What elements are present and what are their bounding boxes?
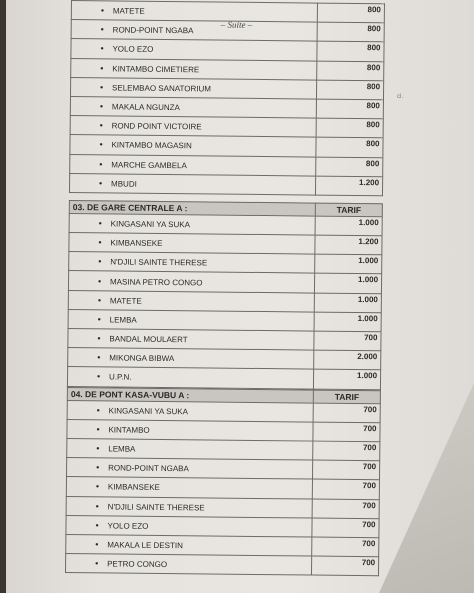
price-cell: 700 <box>312 479 379 499</box>
destination-cell <box>71 20 317 42</box>
price-cell: 1.000 <box>314 369 381 389</box>
bullet-icon: • <box>95 539 99 550</box>
destination-name: MBUDI <box>111 179 137 189</box>
destination-cell <box>70 77 316 99</box>
destination-name: PETRO CONGO <box>107 559 168 570</box>
price-cell: 700 <box>313 403 380 423</box>
bullet-icon: • <box>97 295 102 306</box>
bullet-icon: • <box>97 352 101 363</box>
destination-name: KIMBANSEKE <box>110 238 163 249</box>
bullet-icon: • <box>96 424 100 435</box>
destination-name: KINTAMBO <box>108 425 150 435</box>
destination-cell <box>67 438 313 460</box>
destination-name: KINGASANI YA SUKA <box>108 406 189 416</box>
price-cell: 700 <box>312 537 379 557</box>
price-cell: 800 <box>317 3 384 23</box>
bullet-icon: • <box>99 158 103 169</box>
bullet-icon: • <box>100 43 104 54</box>
destination-name: MAKALA NGUNZA <box>111 102 180 113</box>
destination-cell <box>71 58 317 80</box>
bullet-icon: • <box>100 62 104 73</box>
destination-cell <box>68 328 314 350</box>
bullet-icon: • <box>99 139 103 150</box>
destination-cell <box>70 96 316 118</box>
destination-name: ROND-POINT NGABA <box>108 463 189 474</box>
destination-name: MARCHE GAMBELA <box>111 160 187 170</box>
destination-name: MATETE <box>109 296 142 306</box>
price-cell: 800 <box>316 157 383 177</box>
price-cell: 800 <box>317 41 384 61</box>
destination-cell <box>66 477 312 499</box>
price-cell: 800 <box>316 99 383 119</box>
price-cell: 700 <box>312 518 379 538</box>
destination-name: SELEMBAO SANATORIUM <box>112 83 211 94</box>
bullet-icon: • <box>99 120 103 131</box>
destination-name: YOLO EZO <box>107 521 149 531</box>
bullet-icon: • <box>95 481 100 492</box>
tarif-header: TARIF <box>313 390 380 404</box>
destination-cell <box>67 419 313 441</box>
destination-name: N'DJILI SAINTE THERESE <box>110 257 208 268</box>
price-cell: 800 <box>316 137 383 157</box>
bullet-icon: • <box>97 333 101 344</box>
price-cell: 800 <box>317 80 384 100</box>
destination-name: BANDAL MOULAERT <box>109 334 188 345</box>
destination-name: MASINA PETRO CONGO <box>110 276 203 287</box>
tariff-table-pont-kasa-vubu <box>65 387 381 577</box>
section-title: 04. DE PONT KASA-VUBU A : <box>67 387 313 403</box>
page-fold-shadow <box>379 383 474 593</box>
destination-name: KINGASANI YA SUKA <box>110 219 190 230</box>
destination-cell <box>69 233 315 255</box>
destination-name: ROND-POINT NGABA <box>112 25 194 36</box>
suite-label: – Suite – <box>220 19 253 30</box>
tariff-document <box>65 0 385 577</box>
bullet-icon: • <box>100 24 104 35</box>
destination-name: ROND POINT VICTOIRE <box>111 121 202 132</box>
destination-cell <box>70 116 316 138</box>
section-title: 03. DE GARE CENTRALE A : <box>69 200 315 216</box>
price-cell: 1.200 <box>315 235 382 255</box>
destination-cell <box>68 309 314 331</box>
destination-cell <box>67 458 313 480</box>
destination-cell <box>68 271 314 293</box>
destination-cell <box>69 173 315 195</box>
destination-name: KIMBANSEKE <box>107 482 160 493</box>
tariff-table-gare-centrale <box>67 200 383 390</box>
price-cell: 700 <box>313 460 380 480</box>
destination-name: KINTAMBO MAGASIN <box>111 140 192 151</box>
bullet-icon: • <box>95 520 99 531</box>
price-cell: 1.000 <box>315 254 382 274</box>
table-row <box>66 554 379 576</box>
destination-cell <box>70 135 316 157</box>
destination-cell <box>66 554 312 576</box>
price-cell: 1.200 <box>316 176 383 196</box>
destination-name: N'DJILI SAINTE THERESE <box>107 502 205 513</box>
destination-name: U.P.N. <box>109 372 132 383</box>
bullet-icon: • <box>96 462 100 473</box>
price-cell: 2.000 <box>314 350 381 370</box>
bullet-icon: • <box>95 500 99 511</box>
destination-name: LEMBA <box>108 444 136 454</box>
price-cell: 1.000 <box>314 293 381 313</box>
destination-cell <box>69 252 315 274</box>
bullet-icon: • <box>96 443 100 454</box>
destination-cell <box>68 290 314 312</box>
destination-cell <box>67 367 313 389</box>
destination-cell <box>71 1 317 23</box>
bullet-icon: • <box>98 256 102 267</box>
bullet-icon: • <box>97 371 101 382</box>
table-row <box>67 367 380 389</box>
bullet-icon: • <box>96 404 100 415</box>
price-cell: 1.000 <box>315 274 382 294</box>
destination-name: MIKONGA BIBWA <box>109 353 175 364</box>
price-cell: 700 <box>312 556 379 576</box>
destination-cell <box>66 534 312 556</box>
bullet-icon: • <box>99 178 103 189</box>
price-cell: 800 <box>316 118 383 138</box>
bullet-icon: • <box>100 5 105 16</box>
destination-cell <box>67 400 313 422</box>
destination-cell <box>71 39 317 61</box>
destination-name: KINTAMBO CIMETIERE <box>112 64 200 75</box>
bullet-icon: • <box>98 218 102 229</box>
price-cell: 800 <box>317 61 384 81</box>
bullet-icon: • <box>100 82 104 93</box>
bullet-icon: • <box>97 314 101 325</box>
table-row <box>69 173 382 195</box>
destination-cell <box>66 515 312 537</box>
tarif-header: TARIF <box>315 203 382 217</box>
bullet-icon: • <box>99 101 104 112</box>
destination-name: MATETE <box>112 6 145 16</box>
price-cell: 700 <box>313 422 380 442</box>
price-cell: 700 <box>314 331 381 351</box>
destination-cell <box>66 496 312 518</box>
bullet-icon: • <box>98 275 102 286</box>
destination-cell <box>70 154 316 176</box>
price-cell: 1.000 <box>314 312 381 332</box>
destination-name: MAKALA LE DESTIN <box>107 540 183 551</box>
destination-name: LEMBA <box>109 315 137 325</box>
price-cell: 1.000 <box>315 216 382 236</box>
margin-mark: cl. <box>397 94 403 100</box>
price-cell: 700 <box>312 499 379 519</box>
destination-name: YOLO EZO <box>112 44 154 55</box>
price-cell: 800 <box>317 22 384 42</box>
bullet-icon: • <box>95 558 99 569</box>
destination-cell <box>69 213 315 235</box>
price-cell: 700 <box>313 441 380 461</box>
bullet-icon: • <box>98 237 102 248</box>
destination-cell <box>68 348 314 370</box>
